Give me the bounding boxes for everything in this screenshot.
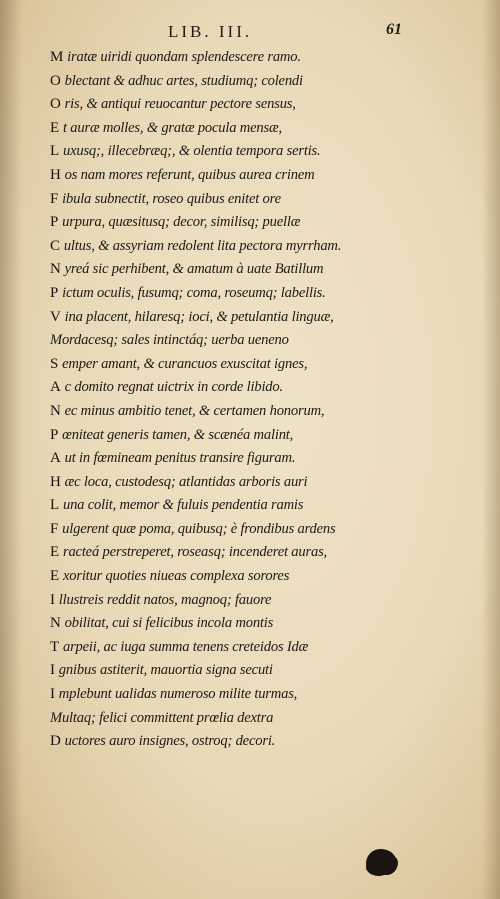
verse-line: [50, 494, 410, 518]
verse-text: urpura, quæsitusq; decor, similisq; puellæ: [62, 214, 301, 231]
verse-text: ictum oculis, fusumq; coma, roseumq; labellis.: [62, 284, 326, 301]
verse-line: [50, 117, 410, 141]
verse-initial: A: [50, 450, 61, 467]
verse-text: ibula subnectit, roseo quibus enitet ore: [62, 190, 281, 207]
verse-text: blectant & adhuc artes, studiumq; colendi: [64, 72, 303, 89]
spine-shadow: [0, 0, 22, 899]
verse-initial: N: [50, 261, 61, 278]
verse-line: [50, 164, 410, 188]
verse-initial: N: [50, 402, 61, 419]
verse-initial: P: [50, 426, 59, 443]
verse-line: [50, 306, 410, 330]
verse-initial: H: [50, 166, 61, 183]
verse-text: gnibus astiterit, mauortia signa secuti: [58, 662, 273, 679]
verse-text: llustreis reddit natos, magnoq; fauore: [58, 591, 272, 608]
verse-line: [50, 400, 410, 424]
verse-text: t auræ molles, & gratæ pocula mensæ,: [62, 119, 282, 136]
verse-initial: O: [50, 72, 61, 89]
verse-initial: V: [50, 308, 61, 325]
verse-line: [50, 683, 410, 707]
verse-line: [50, 188, 410, 212]
verse-text: yreá sic perhibent, & amatum à uate Batillum: [64, 261, 324, 278]
verse-text: Multaq; felici committent prœlia dextra: [50, 709, 274, 726]
page-header: [0, 22, 500, 46]
ink-blot: [366, 849, 396, 875]
verse-initial: E: [50, 119, 59, 136]
running-head: LIB. III.: [168, 22, 253, 41]
verse-initial: O: [50, 96, 61, 113]
verse-text: mplebunt ualidas numeroso milite turmas,: [58, 686, 298, 703]
verse-initial: T: [50, 638, 59, 655]
verse-initial: E: [50, 544, 59, 561]
verse-line: [50, 140, 410, 164]
verse-initial: D: [50, 733, 61, 750]
verse-line: [50, 659, 410, 683]
verse-text: æc loca, custodesq; atlantidas arboris auri: [64, 473, 308, 490]
verse-text: uctores auro insignes, ostroq; decori.: [64, 733, 276, 750]
verse-block: [50, 46, 410, 754]
verse-text: una colit, memor & fuluis pendentia ramis: [62, 497, 304, 514]
verse-initial: E: [50, 568, 59, 585]
verse-initial: F: [50, 520, 59, 537]
verse-line: [50, 353, 410, 377]
verse-text: ris, & antiqui reuocantur pectore sensus,: [64, 96, 296, 113]
verse-line: [50, 211, 410, 235]
verse-text: emper amant, & curancuos exuscitat ignes,: [62, 355, 308, 372]
verse-text: obilitat, cui si felicibus incola montis: [64, 615, 274, 632]
verse-text: arpeii, ac iuga summa tenens creteidos Idæ: [62, 638, 309, 655]
verse-text: racteá perstreperet, roseasq; incenderet auras,: [62, 544, 328, 561]
verse-line: [50, 636, 410, 660]
verse-line: [50, 46, 410, 70]
verse-initial: C: [50, 237, 60, 254]
verse-initial: F: [50, 190, 59, 207]
verse-line: [50, 730, 410, 754]
verse-text: ut in fœmineam penitus transire figuram.: [64, 450, 296, 467]
verse-text: ec minus ambitio tenet, & certamen honorum,: [64, 402, 325, 419]
verse-initial: M: [50, 49, 64, 65]
verse-line: [50, 518, 410, 542]
verse-line: [50, 612, 410, 636]
verse-line: [50, 329, 410, 353]
verse-text: œniteat generis tamen, & scænéa malint,: [62, 426, 294, 443]
verse-text: uxusq;, illecebræq;, & olentia tempora sertis.: [62, 143, 321, 160]
verse-line: [50, 424, 410, 448]
verse-text: ulgerent quæ poma, quibusq; è frondibus ardens: [62, 520, 336, 537]
verse-text: os nam mores referunt, quibus aurea crinem: [64, 166, 315, 183]
verse-text: xoritur quoties niueas complexa sorores: [62, 568, 290, 585]
verse-line: [50, 376, 410, 400]
verse-initial: N: [50, 615, 61, 632]
page-number: 61: [386, 21, 402, 38]
verse-line: [50, 541, 410, 565]
verse-text: Mordacesq; sales intinctáq; uerba ueneno: [50, 332, 289, 349]
verse-line: [50, 589, 410, 613]
verse-line: [50, 471, 410, 495]
verse-line: [50, 70, 410, 94]
verse-line: [50, 235, 410, 259]
verse-initial: I: [50, 591, 55, 608]
verse-line: [50, 565, 410, 589]
verse-initial: H: [50, 473, 61, 490]
verse-line: [50, 707, 410, 731]
page-edge-shadow: [482, 0, 500, 899]
verse-initial: P: [50, 284, 59, 301]
verse-text: c domito regnat uictrix in corde libido.: [64, 379, 283, 396]
verse-initial: P: [50, 214, 59, 231]
verse-line: [50, 258, 410, 282]
verse-text: iratæ uiridi quondam splendescere ramo.: [67, 49, 301, 65]
verse-line: [50, 282, 410, 306]
verse-line: [50, 93, 410, 117]
verse-initial: L: [50, 497, 59, 514]
verse-text: ultus, & assyriam redolent lita pectora myrrham.: [63, 237, 342, 254]
verse-line: [50, 447, 410, 471]
verse-initial: I: [50, 662, 55, 679]
verse-initial: S: [50, 355, 59, 372]
verse-initial: A: [50, 379, 61, 396]
verse-initial: I: [50, 686, 55, 703]
verse-text: ina placent, hilaresq; ioci, & petulantia linguæ,: [64, 308, 334, 325]
verse-initial: L: [50, 143, 59, 160]
